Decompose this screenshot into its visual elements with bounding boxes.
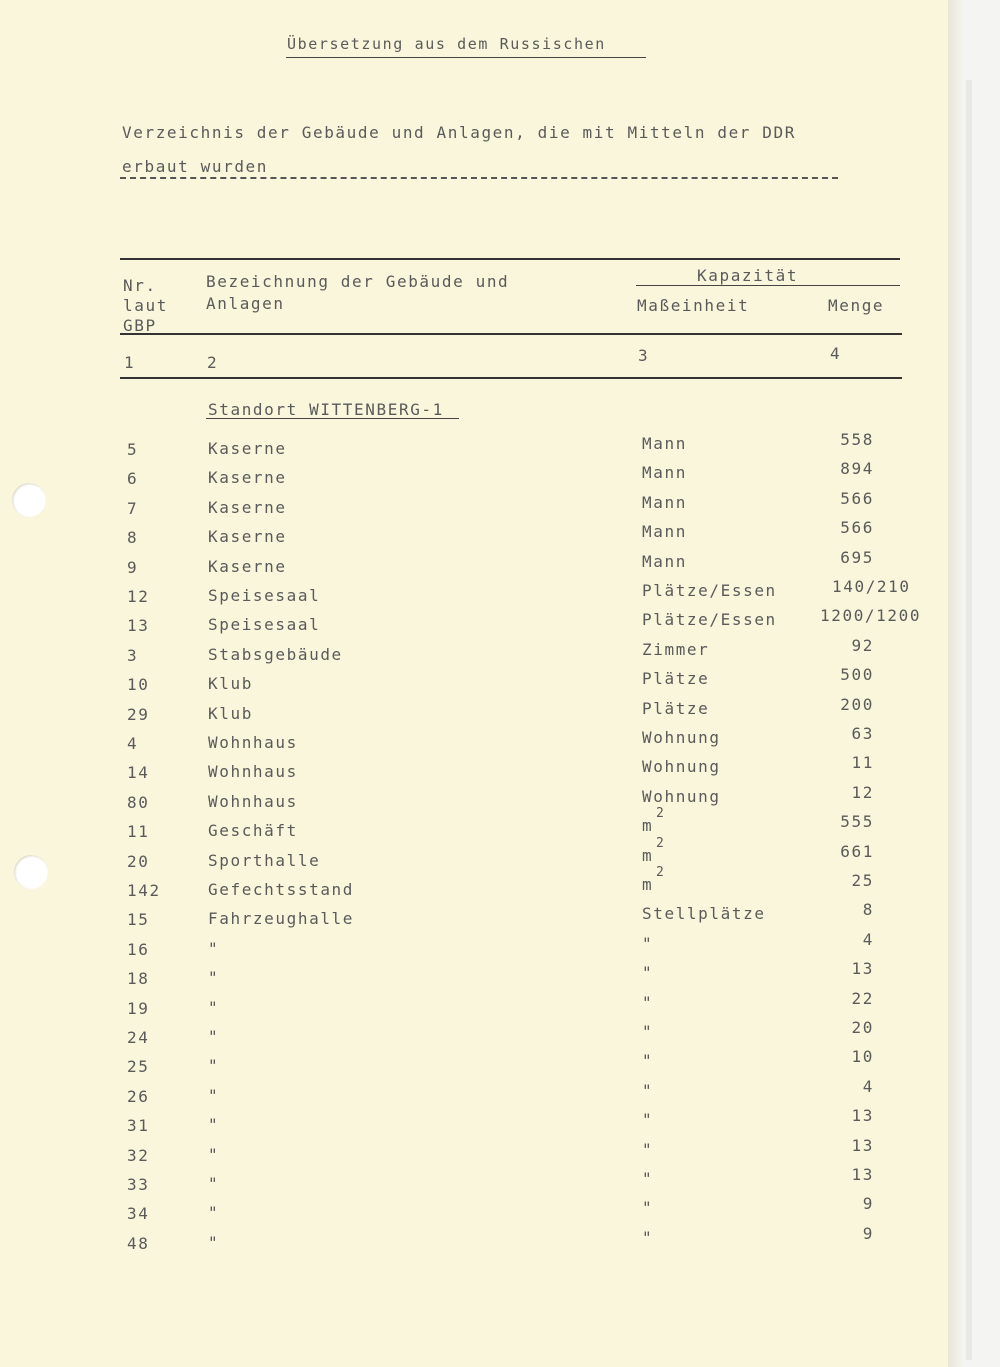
row-quantity: 894: [840, 459, 874, 478]
row-number: 6: [127, 469, 139, 488]
row-unit: ": [642, 1198, 654, 1217]
column-numbers-rule: [120, 377, 902, 379]
row-number: 12: [127, 587, 150, 606]
row-quantity: 9: [862, 1224, 874, 1243]
row-quantity: 63: [851, 724, 874, 743]
row-unit: Stellplätze: [642, 904, 766, 923]
row-building-name: Speisesaal: [208, 586, 321, 605]
column-number-2: 2: [207, 353, 219, 372]
row-building-name: Kaserne: [208, 439, 287, 458]
row-quantity: 558: [840, 430, 874, 449]
row-quantity: 200: [840, 695, 874, 714]
column-number-1: 1: [124, 353, 136, 372]
row-number: 26: [127, 1087, 150, 1106]
row-unit-superscript: 2: [656, 806, 664, 821]
row-number: 33: [127, 1175, 150, 1194]
row-unit: ": [642, 1081, 654, 1100]
row-unit: ": [642, 993, 654, 1012]
row-building-name: Geschäft: [208, 821, 298, 840]
title-underline: [120, 177, 838, 179]
header-nr-line-3: GBP: [123, 316, 157, 335]
row-unit: Plätze/Essen: [642, 610, 777, 629]
row-unit: ": [642, 1022, 654, 1041]
row-unit: Plätze: [642, 669, 710, 688]
punch-hole-lower: [14, 855, 48, 889]
underlying-page-edge: [966, 80, 972, 1360]
row-building-name: Wohnhaus: [208, 733, 298, 752]
row-number: 15: [127, 910, 150, 929]
row-building-name: Kaserne: [208, 557, 287, 576]
translation-heading: Übersetzung aus dem Russischen: [287, 35, 606, 53]
row-number: 10: [127, 675, 150, 694]
row-number: 19: [127, 999, 150, 1018]
row-quantity: 8: [862, 900, 874, 919]
heading-underline: [286, 57, 646, 58]
row-quantity: 13: [851, 1136, 874, 1155]
row-number: 5: [127, 440, 139, 459]
row-building-name: Speisesaal: [208, 615, 321, 634]
row-unit: Wohnung: [642, 757, 721, 776]
table-top-rule: [120, 258, 900, 260]
row-number: 9: [127, 558, 139, 577]
row-number: 18: [127, 969, 150, 988]
row-quantity: 13: [851, 1106, 874, 1125]
row-quantity: 695: [840, 548, 874, 567]
row-quantity: 12: [851, 783, 874, 802]
page-edge-shadow: [948, 0, 964, 1367]
row-building-name: Fahrzeughalle: [208, 909, 355, 928]
row-quantity: 140/210: [832, 577, 911, 596]
row-unit: ": [642, 934, 654, 953]
row-unit-superscript: 2: [656, 865, 664, 880]
row-number: 142: [127, 881, 161, 900]
row-quantity: 4: [862, 1077, 874, 1096]
row-unit: ": [642, 1110, 654, 1129]
row-quantity: 9: [862, 1194, 874, 1213]
row-building-name: Kaserne: [208, 498, 287, 517]
header-quantity: Menge: [828, 296, 885, 315]
row-building-name: ": [208, 1056, 220, 1075]
row-unit: ": [642, 1228, 654, 1247]
row-building-name: Sporthalle: [208, 851, 321, 870]
row-building-name: Kaserne: [208, 527, 287, 546]
row-building-name: Kaserne: [208, 468, 287, 487]
row-unit: Zimmer: [642, 640, 710, 659]
row-number: 11: [127, 822, 150, 841]
row-unit: Mann: [642, 493, 687, 512]
row-building-name: Stabsgebäude: [208, 645, 343, 664]
row-number: 8: [127, 528, 139, 547]
section-underline: [206, 418, 459, 419]
row-unit: ": [642, 1140, 654, 1159]
header-bottom-rule: [120, 333, 902, 335]
row-unit: Plätze/Essen: [642, 581, 777, 600]
row-quantity: 13: [851, 959, 874, 978]
row-unit: m: [642, 816, 654, 835]
row-building-name: Klub: [208, 674, 253, 693]
row-number: 32: [127, 1146, 150, 1165]
row-building-name: ": [208, 1145, 220, 1164]
row-number: 4: [127, 734, 139, 753]
row-unit: Plätze: [642, 699, 710, 718]
row-building-name: ": [208, 998, 220, 1017]
row-number: 20: [127, 852, 150, 871]
row-quantity: 20: [851, 1018, 874, 1037]
row-quantity: 25: [851, 871, 874, 890]
header-unit: Maßeinheit: [637, 296, 750, 315]
row-building-name: Wohnhaus: [208, 792, 298, 811]
punch-hole-upper: [12, 483, 46, 517]
row-number: 14: [127, 763, 150, 782]
capacity-underline: [636, 285, 900, 286]
section-location: Standort WITTENBERG-1: [208, 400, 444, 419]
document-title-line-2: erbaut wurden: [122, 157, 269, 176]
header-nr-line-2: laut: [123, 296, 168, 315]
row-number: 13: [127, 616, 150, 635]
row-building-name: ": [208, 939, 220, 958]
row-quantity: 661: [840, 842, 874, 861]
row-unit: Wohnung: [642, 787, 721, 806]
row-building-name: ": [208, 1233, 220, 1252]
row-number: 80: [127, 793, 150, 812]
row-building-name: ": [208, 1027, 220, 1046]
row-quantity: 10: [851, 1047, 874, 1066]
row-quantity: 13: [851, 1165, 874, 1184]
row-unit: Wohnung: [642, 728, 721, 747]
row-unit: m: [642, 846, 654, 865]
row-number: 34: [127, 1204, 150, 1223]
row-number: 25: [127, 1057, 150, 1076]
row-building-name: Wohnhaus: [208, 762, 298, 781]
row-quantity: 566: [840, 489, 874, 508]
row-quantity: 500: [840, 665, 874, 684]
row-unit: Mann: [642, 522, 687, 541]
row-building-name: ": [208, 1203, 220, 1222]
row-unit-superscript: 2: [656, 836, 664, 851]
row-number: 16: [127, 940, 150, 959]
header-capacity: Kapazität: [697, 266, 799, 285]
row-quantity: 22: [851, 989, 874, 1008]
row-building-name: Gefechtsstand: [208, 880, 355, 899]
row-quantity: 11: [851, 753, 874, 772]
row-quantity: 555: [840, 812, 874, 831]
header-name-line-2: Anlagen: [206, 294, 285, 313]
row-unit: Mann: [642, 552, 687, 571]
row-number: 48: [127, 1234, 150, 1253]
header-name-line-1: Bezeichnung der Gebäude und: [206, 272, 510, 291]
row-unit: ": [642, 963, 654, 982]
column-number-3: 3: [638, 346, 650, 365]
row-unit: ": [642, 1051, 654, 1070]
row-unit: Mann: [642, 463, 687, 482]
row-quantity: 1200/1200: [820, 606, 922, 625]
document-title-line-1: Verzeichnis der Gebäude und Anlagen, die mit Mitteln der DDR: [122, 123, 796, 142]
row-building-name: ": [208, 1174, 220, 1193]
header-nr-line-1: Nr.: [123, 276, 157, 295]
row-building-name: ": [208, 1115, 220, 1134]
row-unit: Mann: [642, 434, 687, 453]
row-quantity: 4: [862, 930, 874, 949]
row-quantity: 92: [851, 636, 874, 655]
row-building-name: ": [208, 968, 220, 987]
row-number: 29: [127, 705, 150, 724]
row-unit: m: [642, 875, 654, 894]
row-number: 3: [127, 646, 139, 665]
row-quantity: 566: [840, 518, 874, 537]
row-number: 7: [127, 499, 139, 518]
row-building-name: Klub: [208, 704, 253, 723]
row-unit: ": [642, 1169, 654, 1188]
row-building-name: ": [208, 1086, 220, 1105]
column-number-4: 4: [830, 344, 842, 363]
row-number: 31: [127, 1116, 150, 1135]
row-number: 24: [127, 1028, 150, 1047]
